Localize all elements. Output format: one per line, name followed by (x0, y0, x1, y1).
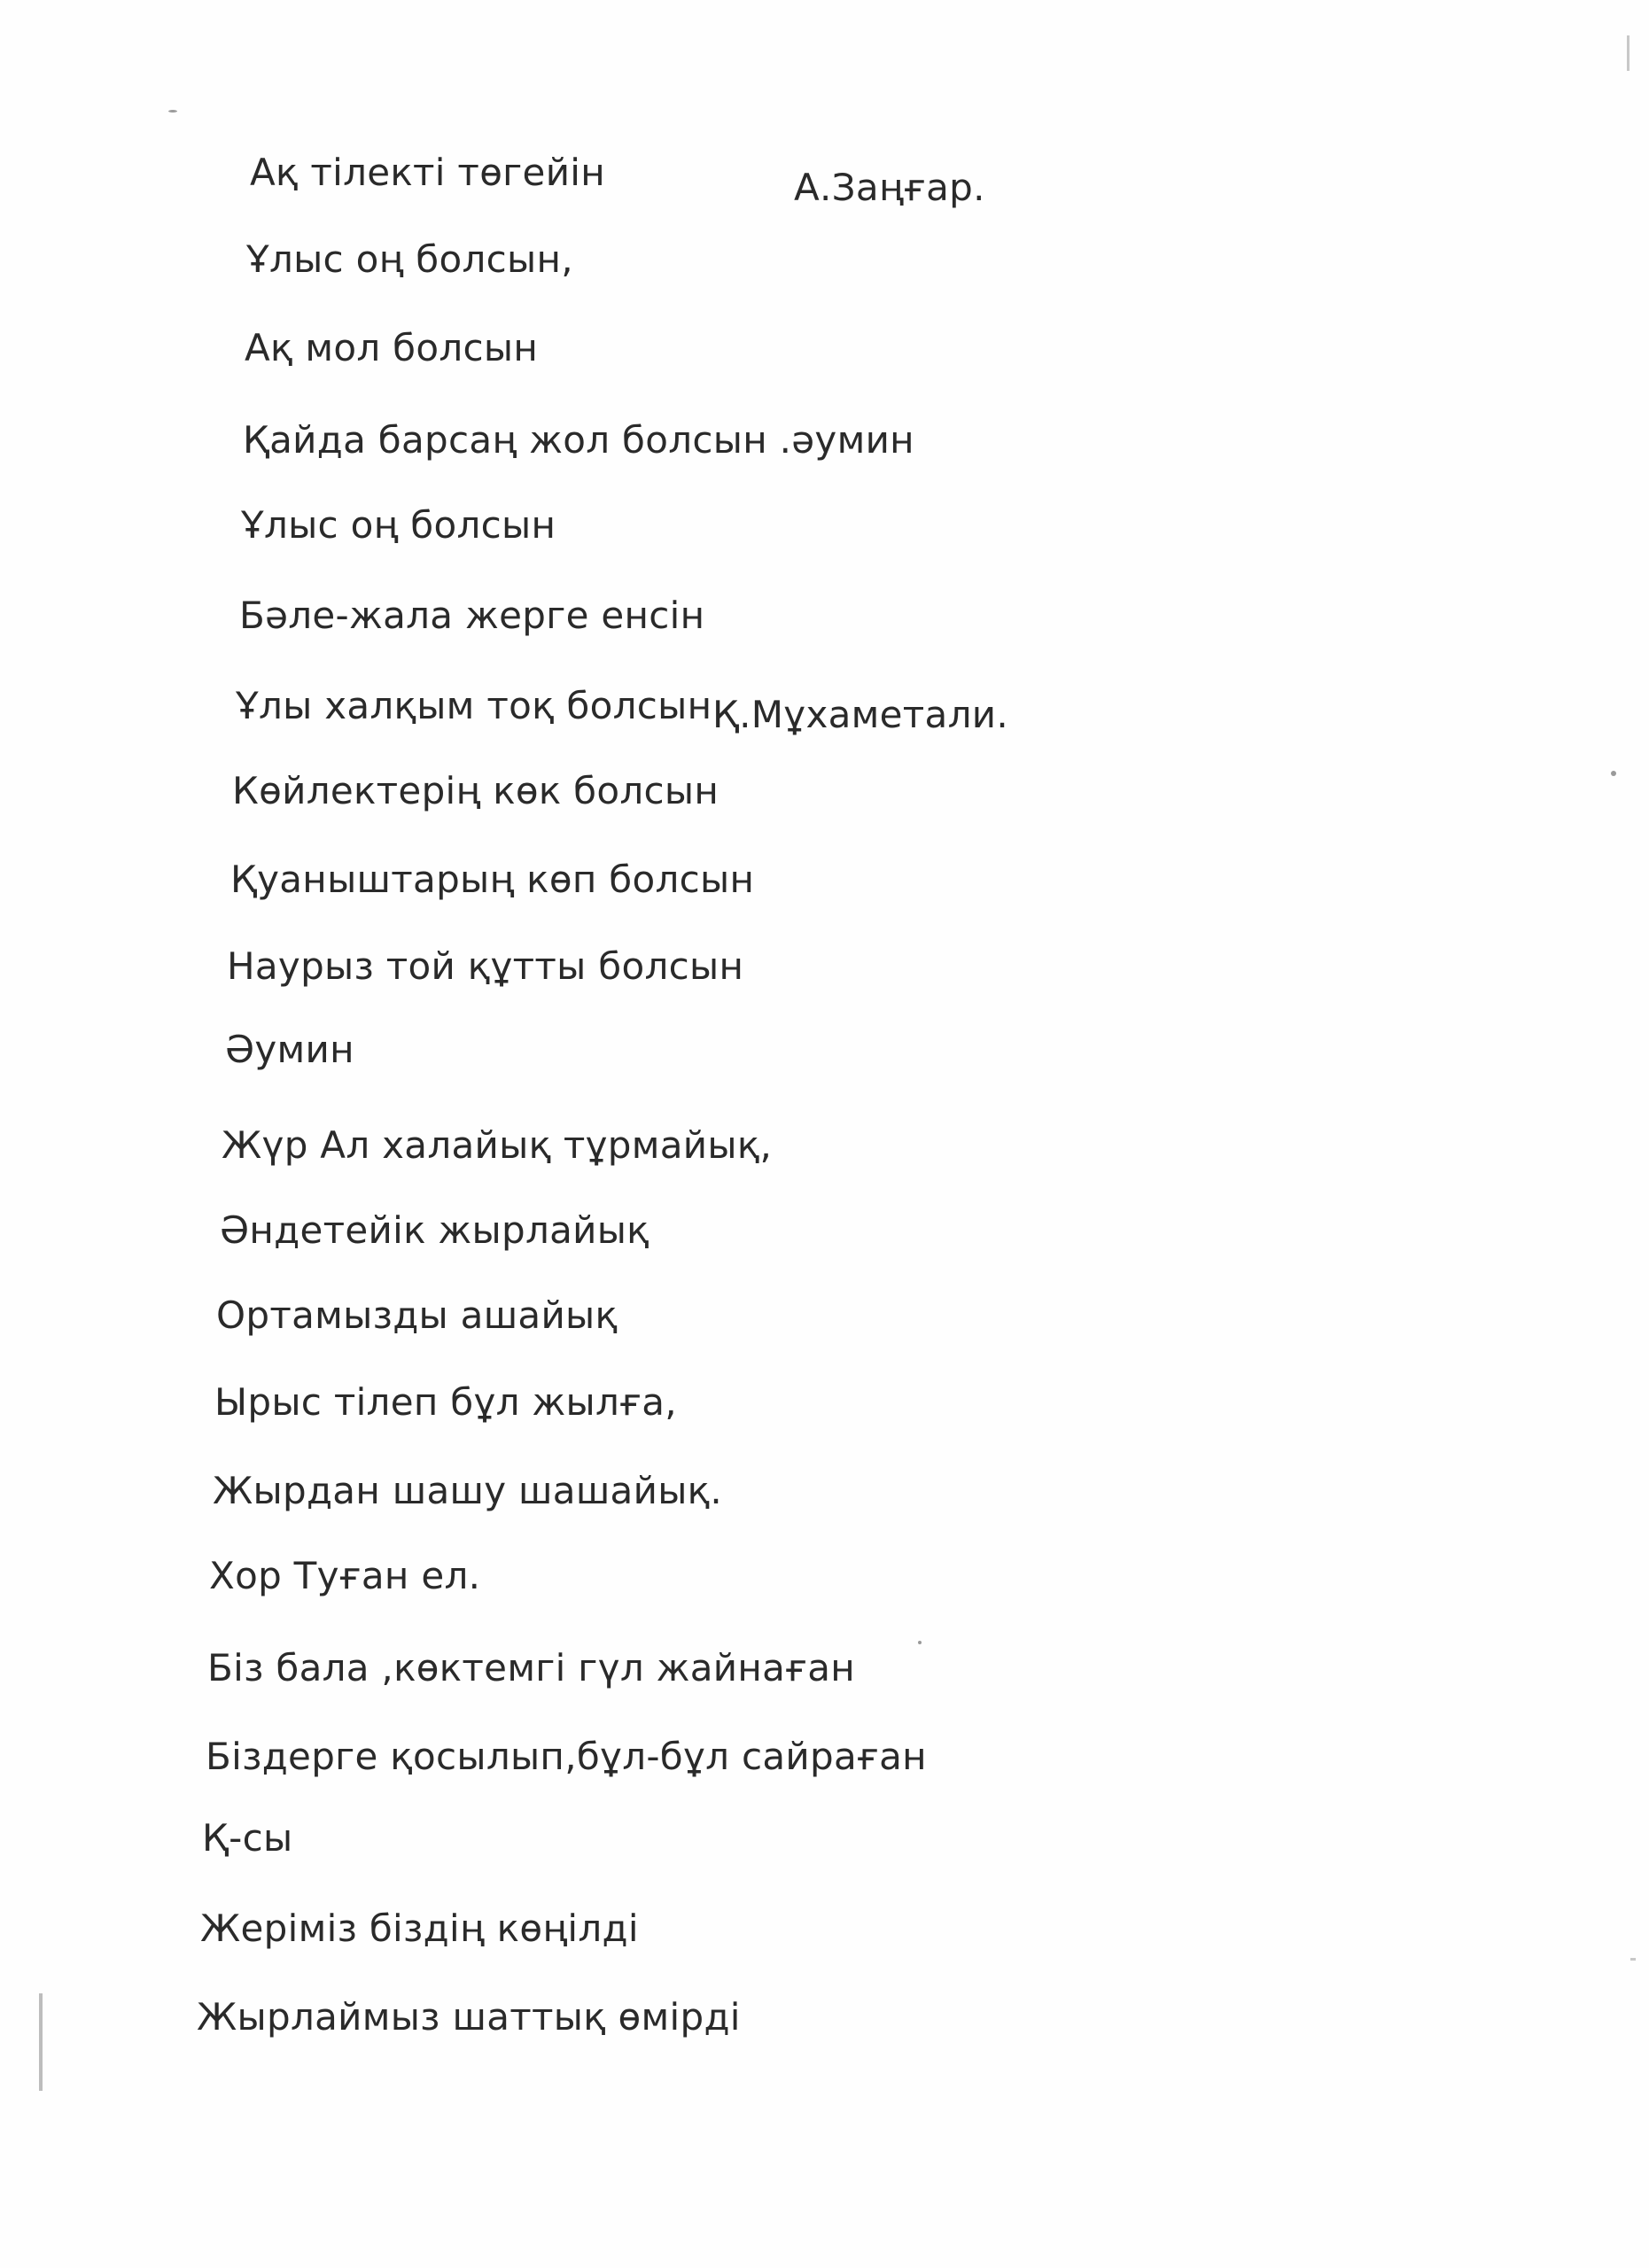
poem-line-9: Қуаныштарың көп болсын (230, 858, 755, 901)
poem-line-12: Жүр Ал халайық тұрмайық, (222, 1123, 773, 1167)
poem-line-7: Ұлы халқым тоқ болсын (236, 684, 712, 727)
poem-line-20: Қ-сы (202, 1816, 293, 1860)
poem-line-4: Қайда барсаң жол болсын .әумин (243, 418, 914, 462)
scan-edge-mark (1630, 1958, 1636, 1961)
poem-line-16: Жырдан шашу шашайық. (213, 1469, 722, 1512)
poem-line-21: Жеріміз біздің көңілді (200, 1907, 639, 1950)
poem-line-10: Наурыз той құтты болсын (227, 944, 744, 988)
scan-edge-mark (39, 1993, 43, 2091)
poem-line-19: Біздерге қосылып,бұл-бұл сайраған (206, 1735, 927, 1778)
scan-speck (1611, 771, 1616, 776)
poem-line-8: Көйлектерің көк болсын (232, 769, 719, 812)
poem-line-6: Бәле-жала жерге енсін (239, 594, 705, 637)
author-name: А.Заңғар. (794, 166, 985, 209)
poem-line-11: Әумин (225, 1028, 354, 1071)
poem-line-1: Ақ тілекті төгейін (250, 151, 606, 194)
poem-line-22: Жырлаймыз шаттық өмірді (197, 1995, 741, 2039)
poem-line-17: Хор Туған ел. (209, 1554, 481, 1597)
poem-line-18: Біз бала ,көктемгі гүл жайнаған (207, 1646, 856, 1689)
scan-speck (168, 110, 177, 113)
poem-line-2: Ұлыс оң болсын, (246, 237, 573, 281)
poem-line-14: Ортамызды ашайық (216, 1293, 618, 1337)
poem-line-3: Ақ мол болсын (245, 326, 539, 369)
poem-line-5: Ұлыс оң болсын (241, 503, 556, 547)
poem-line-15: Ырыс тілеп бұл жылға, (214, 1380, 677, 1424)
scan-edge-mark (1627, 35, 1630, 71)
poem-line-13: Әндетейік жырлайық (220, 1208, 649, 1252)
scan-speck (918, 1641, 922, 1644)
author-name: Қ.Мұхаметали. (712, 693, 1008, 736)
